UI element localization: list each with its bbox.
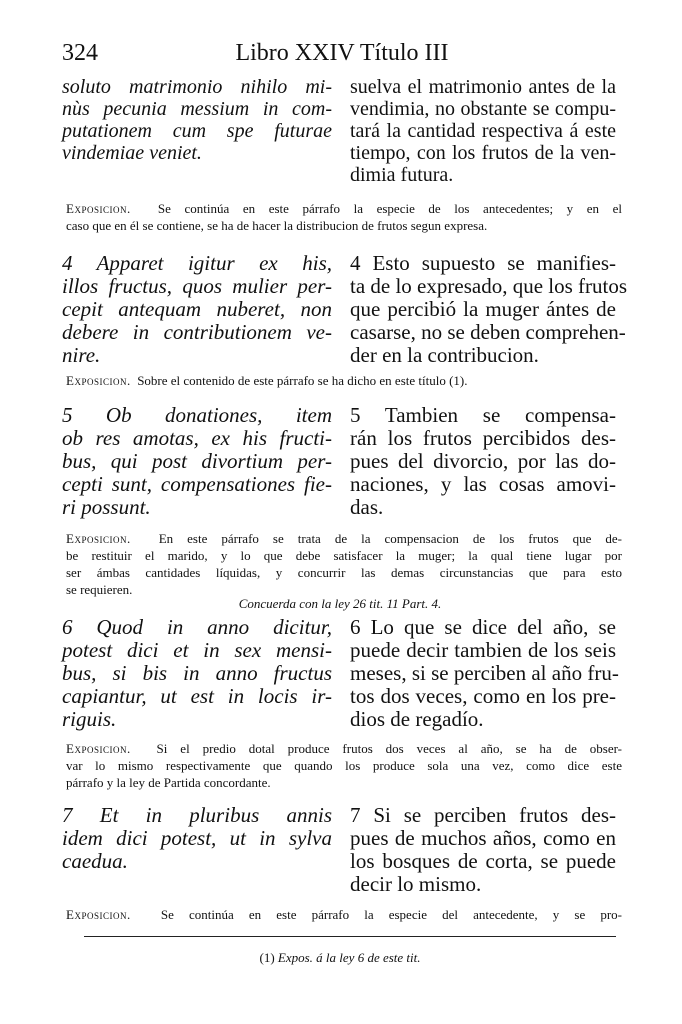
exposicion-label: Exposicion. [66,373,131,388]
exposicion-s1: Exposicion. Se continúa en este párrafo la especie de los antecedentes; y en el caso que en él se contiene, se ha de hacer la distribucion de frutos segun expresa. [66,201,623,233]
exposicion-label: Exposicion. [66,531,131,546]
exposicion-label: Exposicion. [66,741,131,756]
footnote-rule [84,936,616,937]
page-number: 324 [62,40,98,66]
latin-text-s7: 7 Et in pluribus annis idem dici potest, ut in sylva caedua. [62,803,332,873]
spanish-text-s5: 5 Tambien se compensa- rán los frutos percibidos des- pues del divorcio, por las do- naciones, y las cosas amovi- das. [350,403,616,519]
exposicion-label: Exposicion. [66,907,131,922]
latin-text-s5: 5 Ob donationes, item ob res amotas, ex his fructi- bus, qui post divortium per- cepti sunt, compensationes fie- ri possunt. [62,403,332,519]
exposicion-s5: Exposicion. En este párrafo se trata de la compensacion de los frutos que de- be restituir el marido, y lo que debe satisfacer la muger; la qual tiene lugar por ser ámbas cantidades líquidas, y concurrir las demas circunstancias que para esto se requieren. [66,531,623,597]
latin-text-s4: 4 Apparet igitur ex his, illos fructus, quos mulier per- cepit antequam nuberet, non debere in contributionem ve- nire. [62,251,332,367]
concordance-note: Concuerda con la ley 26 tit. 11 Part. 4. [238,596,442,611]
spanish-text-s6: 6 Lo que se dice del año, se puede decir tambien de los seis meses, si se perciben al año fru- tos dos veces, como en los pre- dios de regadío. [350,615,619,731]
running-title: Libro XXIV Título III [235,40,449,66]
latin-text-s6: 6 Quod in anno dicitur, potest dici et in sex mensi- bus, si bis in anno fructus capiantur, ut est in locis ir- riguis. [62,615,332,731]
exposicion-s7: Exposicion. Se continúa en este párrafo la especie del antecedente, y se pro- [66,907,622,922]
spanish-text-s1: suelva el matrimonio antes de la vendimia, no obstante se compu- tará la cantidad respectiva á este tiempo, con los frutos de la ven- dimia futura. [350,76,616,186]
page-header [62,40,622,70]
spanish-text-s4: 4 Esto supuesto se manifies- ta de lo expresado, que los frutos que percibió la muger ántes de casarse, no se deben comprehen- der en la contribucion. [350,251,628,367]
spanish-text-s7: 7 Si se perciben frutos des- pues de muchos años, como en los bosques de corta, se puede decir lo mismo. [350,803,616,896]
footnote-text: Expos. á la ley 6 de este tit. [277,950,421,965]
exposicion-s4: Exposicion. Sobre el contenido de este párrafo se ha dicho en este título (1). [66,373,468,388]
exposicion-label: Exposicion. [66,201,131,216]
latin-text-s1: soluto matrimonio nihilo mi- nùs pecunia messium in com- putationem cum spe futurae vindemiae veniet. [62,76,332,164]
footnote [62,950,618,966]
footnote-mark: (1) [259,950,275,965]
exposicion-s6: Exposicion. Si el predio dotal produce frutos dos veces al año, se ha de obser- var lo mismo respectivamente que quando los produce sola una vez, como dice este párrafo y la ley de Partida concordante. [66,741,623,790]
